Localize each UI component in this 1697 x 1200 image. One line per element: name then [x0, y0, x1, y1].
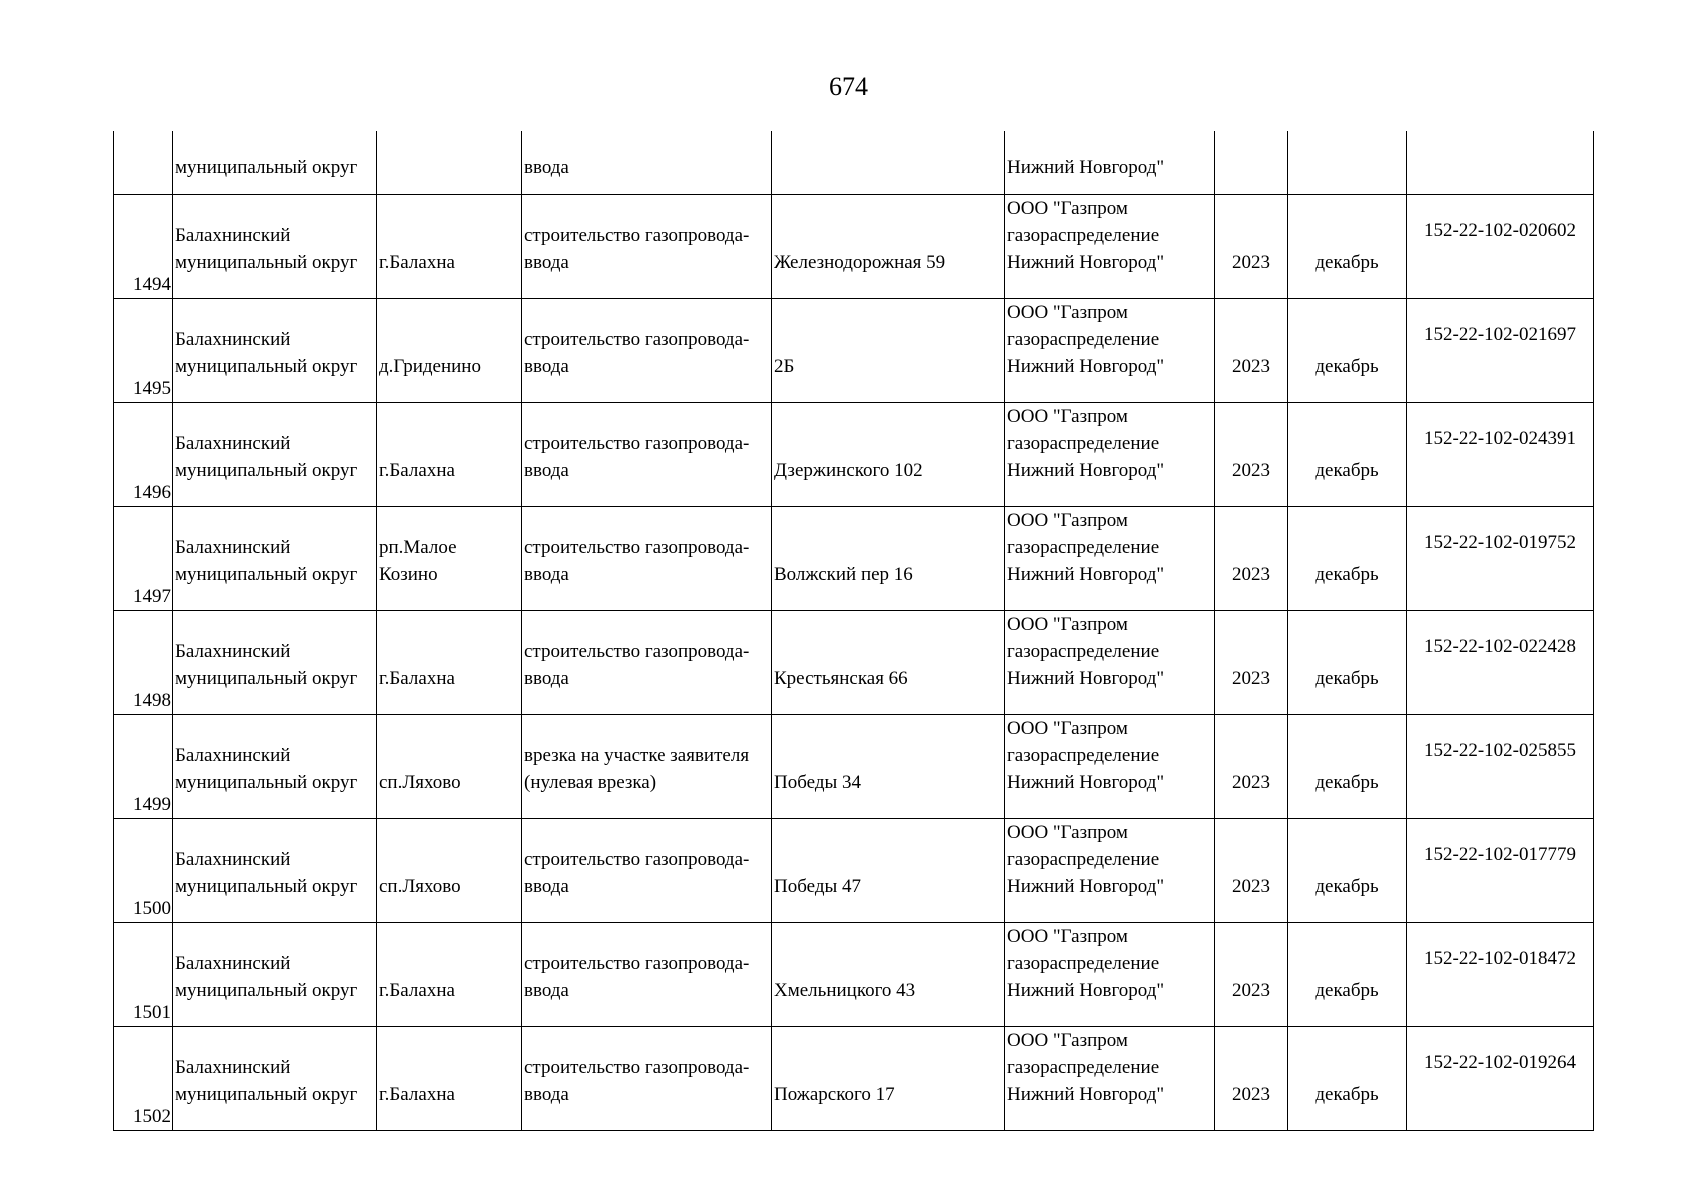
cell-text-district-2: муниципальный округ — [175, 772, 358, 793]
cell-text-month: декабрь — [1315, 876, 1379, 897]
cell-address — [772, 819, 1005, 923]
cell-text-org-3: Нижний Новгород" — [1007, 668, 1165, 689]
cell-month — [1288, 611, 1407, 715]
cell-address — [772, 1027, 1005, 1131]
continuation-row — [114, 131, 1594, 195]
cell-text-locality-1: рп.Малое — [379, 537, 457, 558]
cell-text-month: декабрь — [1315, 1084, 1379, 1105]
cell-text-work-2: ввода — [524, 876, 569, 897]
cell-org — [1005, 611, 1215, 715]
cell-text-address: Дзержинского 102 — [774, 460, 923, 481]
cell-text-org-3: Нижний Новгород" — [1007, 1084, 1165, 1105]
cell-year — [1215, 195, 1288, 299]
cell-text-num: 1497 — [133, 586, 171, 607]
cell-text-locality-1: сп.Ляхово — [379, 876, 461, 897]
cell-text-work-1: строительство газопровода- — [524, 329, 750, 350]
cell-text-month: декабрь — [1315, 980, 1379, 1001]
cell-text-district-2: муниципальный округ — [175, 876, 358, 897]
cell-text-work-2: ввода — [524, 252, 569, 273]
cell-text-work-2: (нулевая врезка) — [524, 772, 657, 793]
cell-text-month: декабрь — [1315, 772, 1379, 793]
cell-text-year: 2023 — [1232, 668, 1270, 689]
cell-address — [772, 611, 1005, 715]
cell-text-district-2: муниципальный округ — [175, 460, 358, 481]
table-row — [114, 1027, 1594, 1131]
cell-text-code: 152-22-102-025855 — [1424, 740, 1576, 761]
cell-text-month: декабрь — [1315, 668, 1379, 689]
gasification-table — [113, 131, 1594, 1131]
cell-locality — [377, 715, 522, 819]
cell-month — [1288, 923, 1407, 1027]
cell-text-district-1: Балахнинский — [175, 225, 291, 246]
cell-locality — [377, 611, 522, 715]
cell-address — [772, 923, 1005, 1027]
cell-text-address: Победы 34 — [774, 772, 862, 793]
cell-text-year: 2023 — [1232, 356, 1270, 377]
cell-text-address: Пожарского 17 — [774, 1084, 895, 1105]
cell-text-work-2: ввода — [524, 356, 569, 377]
cell-address — [772, 299, 1005, 403]
table-row — [114, 819, 1594, 923]
cell-text-org-3: Нижний Новгород" — [1007, 980, 1165, 1001]
cell-text-org-2: газораспределение — [1007, 1057, 1160, 1078]
cell-text-org-3: Нижний Новгород" — [1007, 252, 1165, 273]
cell-num — [114, 715, 173, 819]
cell-text-district-2: муниципальный округ — [175, 356, 358, 377]
cell-text-district-2: муниципальный округ — [175, 980, 358, 1001]
cell-month — [1288, 507, 1407, 611]
cell-year — [1215, 131, 1288, 195]
table-row — [114, 923, 1594, 1027]
cell-text-org-1: ООО "Газпром — [1007, 198, 1128, 219]
cell-locality — [377, 403, 522, 507]
cell-work — [522, 819, 772, 923]
cell-locality — [377, 299, 522, 403]
cell-text-num: 1500 — [133, 898, 171, 919]
cell-text-org-1: ООО "Газпром — [1007, 406, 1128, 427]
cell-text-year: 2023 — [1232, 460, 1270, 481]
cell-year — [1215, 715, 1288, 819]
table-row — [114, 299, 1594, 403]
cell-text-year: 2023 — [1232, 980, 1270, 1001]
cell-locality — [377, 923, 522, 1027]
cell-text-address: Железнодорожная 59 — [774, 252, 946, 273]
cell-month — [1288, 195, 1407, 299]
cell-text-work-1: строительство газопровода- — [524, 849, 750, 870]
cell-text-address: Волжский пер 16 — [774, 564, 913, 585]
cell-address — [772, 195, 1005, 299]
cell-address — [772, 715, 1005, 819]
cell-text-work-2: ввода — [524, 564, 569, 585]
cell-address — [772, 131, 1005, 195]
cell-code — [1407, 1027, 1594, 1131]
cell-text-org-3: Нижний Новгород" — [1007, 772, 1165, 793]
cell-text-work-2: ввода — [524, 1084, 569, 1105]
cell-text-district-2: муниципальный округ — [175, 668, 358, 689]
cell-locality — [377, 1027, 522, 1131]
cell-month — [1288, 403, 1407, 507]
cell-org — [1005, 1027, 1215, 1131]
cell-district — [173, 403, 377, 507]
cell-month — [1288, 1027, 1407, 1131]
cell-code — [1407, 507, 1594, 611]
cell-text-district-1: Балахнинский — [175, 953, 291, 974]
cell-district — [173, 715, 377, 819]
cell-text-district-2: муниципальный округ — [175, 564, 358, 585]
cell-num — [114, 131, 173, 195]
cell-text-work-1: строительство газопровода- — [524, 225, 750, 246]
cell-text-locality-1: г.Балахна — [379, 460, 455, 481]
cell-text-org-2: газораспределение — [1007, 745, 1160, 766]
cell-text-org-2: газораспределение — [1007, 537, 1160, 558]
cell-text-org-1: ООО "Газпром — [1007, 510, 1128, 531]
cell-text-org-2: газораспределение — [1007, 225, 1160, 246]
cell-text-year: 2023 — [1232, 252, 1270, 273]
cell-text-work-1: врезка на участке заявителя — [524, 745, 750, 766]
cell-month — [1288, 299, 1407, 403]
cell-code — [1407, 819, 1594, 923]
cell-district — [173, 299, 377, 403]
cell-text-address: Победы 47 — [774, 876, 862, 897]
cell-num — [114, 923, 173, 1027]
cell-text-org-1: ООО "Газпром — [1007, 822, 1128, 843]
cell-year — [1215, 923, 1288, 1027]
cell-text-code: 152-22-102-019264 — [1424, 1052, 1576, 1073]
cell-text-org-1: ООО "Газпром — [1007, 614, 1128, 635]
page-number: 674 — [829, 72, 868, 101]
cell-text-org-3: Нижний Новгород" — [1007, 356, 1165, 377]
cell-district — [173, 819, 377, 923]
cell-district: муниципальный округ — [173, 131, 377, 195]
cell-district — [173, 507, 377, 611]
cell-org — [1005, 819, 1215, 923]
cell-text-code: 152-22-102-017779 — [1424, 844, 1576, 865]
cell-code — [1407, 923, 1594, 1027]
table-row — [114, 195, 1594, 299]
cell-locality — [377, 131, 522, 195]
cell-work — [522, 611, 772, 715]
cell-work — [522, 195, 772, 299]
table-row — [114, 611, 1594, 715]
cell-text-district-1: Балахнинский — [175, 433, 291, 454]
cell-org — [1005, 403, 1215, 507]
cell-num — [114, 819, 173, 923]
cell-text-org-2: газораспределение — [1007, 953, 1160, 974]
cell-org — [1005, 507, 1215, 611]
cell-text-num: 1501 — [133, 1002, 171, 1023]
cell-text-locality-1: г.Балахна — [379, 1084, 455, 1105]
cell-locality — [377, 507, 522, 611]
cell-district — [173, 195, 377, 299]
cell-address — [772, 403, 1005, 507]
cell-code — [1407, 299, 1594, 403]
cell-text-work-1: строительство газопровода- — [524, 433, 750, 454]
cell-text-code: 152-22-102-020602 — [1424, 220, 1576, 241]
cell-code — [1407, 403, 1594, 507]
cell-text-num: 1498 — [133, 690, 171, 711]
cell-text-locality-2: Козино — [379, 564, 438, 585]
cell-text-org-2: газораспределение — [1007, 433, 1160, 454]
cell-num — [114, 1027, 173, 1131]
cell-text-district-2: муниципальный округ — [175, 1084, 358, 1105]
cell-text-org-1: ООО "Газпром — [1007, 718, 1128, 739]
cell-text-org-1: ООО "Газпром — [1007, 1030, 1128, 1051]
cell-code — [1407, 611, 1594, 715]
cell-year — [1215, 819, 1288, 923]
cell-text-locality-1: г.Балахна — [379, 980, 455, 1001]
cell-work — [522, 1027, 772, 1131]
cell-district — [173, 611, 377, 715]
cell-text-org-2: газораспределение — [1007, 849, 1160, 870]
cell-text-org-3: Нижний Новгород" — [1007, 460, 1165, 481]
cell-text-district-1: Балахнинский — [175, 745, 291, 766]
cell-address — [772, 507, 1005, 611]
cell-year — [1215, 1027, 1288, 1131]
cell-district — [173, 923, 377, 1027]
cell-text-org-3: Нижний Новгород" — [1007, 876, 1165, 897]
cell-text-code: 152-22-102-021697 — [1424, 324, 1576, 345]
cell-year — [1215, 507, 1288, 611]
cell-text-month: декабрь — [1315, 356, 1379, 377]
cell-code — [1407, 195, 1594, 299]
cell-num — [114, 403, 173, 507]
cell-text-month: декабрь — [1315, 460, 1379, 481]
table-row — [114, 507, 1594, 611]
cell-district — [173, 1027, 377, 1131]
cell-text-district-1: Балахнинский — [175, 537, 291, 558]
cell-text-org-1: ООО "Газпром — [1007, 926, 1128, 947]
cell-month — [1288, 131, 1407, 195]
cell-locality — [377, 195, 522, 299]
cell-code — [1407, 131, 1594, 195]
cell-locality — [377, 819, 522, 923]
cell-text-code: 152-22-102-022428 — [1424, 636, 1576, 657]
cell-text-num: 1502 — [133, 1106, 171, 1127]
cell-work — [522, 923, 772, 1027]
cell-text-org-2: газораспределение — [1007, 641, 1160, 662]
cell-work — [522, 299, 772, 403]
cell-org — [1005, 299, 1215, 403]
cell-text-code: 152-22-102-024391 — [1424, 428, 1576, 449]
cell-work: ввода — [522, 131, 772, 195]
cell-work — [522, 715, 772, 819]
cell-text-work-1: строительство газопровода- — [524, 537, 750, 558]
cell-year — [1215, 611, 1288, 715]
cell-text-district-1: Балахнинский — [175, 641, 291, 662]
cell-text-year: 2023 — [1232, 564, 1270, 585]
cell-text-num: 1494 — [133, 274, 171, 295]
cell-work — [522, 507, 772, 611]
cell-text-num: 1496 — [133, 482, 171, 503]
cell-text-locality-1: г.Балахна — [379, 668, 455, 689]
cell-text-work-2: ввода — [524, 460, 569, 481]
cell-year — [1215, 299, 1288, 403]
cell-text-address: 2Б — [774, 356, 795, 377]
cell-text-district-1: Балахнинский — [175, 329, 291, 350]
cell-text-district-1: Балахнинский — [175, 1057, 291, 1078]
cell-text-work-1: строительство газопровода- — [524, 641, 750, 662]
cell-year — [1215, 403, 1288, 507]
cell-text-district-1: Балахнинский — [175, 849, 291, 870]
cell-org — [1005, 715, 1215, 819]
cell-work — [522, 403, 772, 507]
cell-text-num: 1495 — [133, 378, 171, 399]
cell-org — [1005, 195, 1215, 299]
cell-num — [114, 299, 173, 403]
cell-text-org-2: газораспределение — [1007, 329, 1160, 350]
cell-text-month: декабрь — [1315, 564, 1379, 585]
cell-text-address: Хмельницкого 43 — [774, 980, 916, 1001]
cell-text-locality-1: сп.Ляхово — [379, 772, 461, 793]
cell-num — [114, 507, 173, 611]
cell-month — [1288, 819, 1407, 923]
cell-text-org-1: ООО "Газпром — [1007, 302, 1128, 323]
cell-text-address: Крестьянская 66 — [774, 668, 908, 689]
cell-text-year: 2023 — [1232, 876, 1270, 897]
cell-text-year: 2023 — [1232, 1084, 1270, 1105]
cell-text-num: 1499 — [133, 794, 171, 815]
cell-month — [1288, 715, 1407, 819]
cell-text-month: декабрь — [1315, 252, 1379, 273]
table-row — [114, 403, 1594, 507]
cell-text-org-3: Нижний Новгород" — [1007, 564, 1165, 585]
cell-org: Нижний Новгород" — [1005, 131, 1215, 195]
cell-org — [1005, 923, 1215, 1027]
cell-text-district-2: муниципальный округ — [175, 252, 358, 273]
cell-text-code: 152-22-102-019752 — [1424, 532, 1576, 553]
cell-code — [1407, 715, 1594, 819]
cell-text-work-2: ввода — [524, 668, 569, 689]
cell-text-year: 2023 — [1232, 772, 1270, 793]
cell-text-work-2: ввода — [524, 980, 569, 1001]
cell-text-code: 152-22-102-018472 — [1424, 948, 1576, 969]
cell-text-locality-1: г.Балахна — [379, 252, 455, 273]
cell-text-work-1: строительство газопровода- — [524, 1057, 750, 1078]
table-row — [114, 715, 1594, 819]
cell-num — [114, 195, 173, 299]
cell-num — [114, 611, 173, 715]
cell-text-locality-1: д.Гриденино — [379, 356, 481, 377]
cell-text-work-1: строительство газопровода- — [524, 953, 750, 974]
